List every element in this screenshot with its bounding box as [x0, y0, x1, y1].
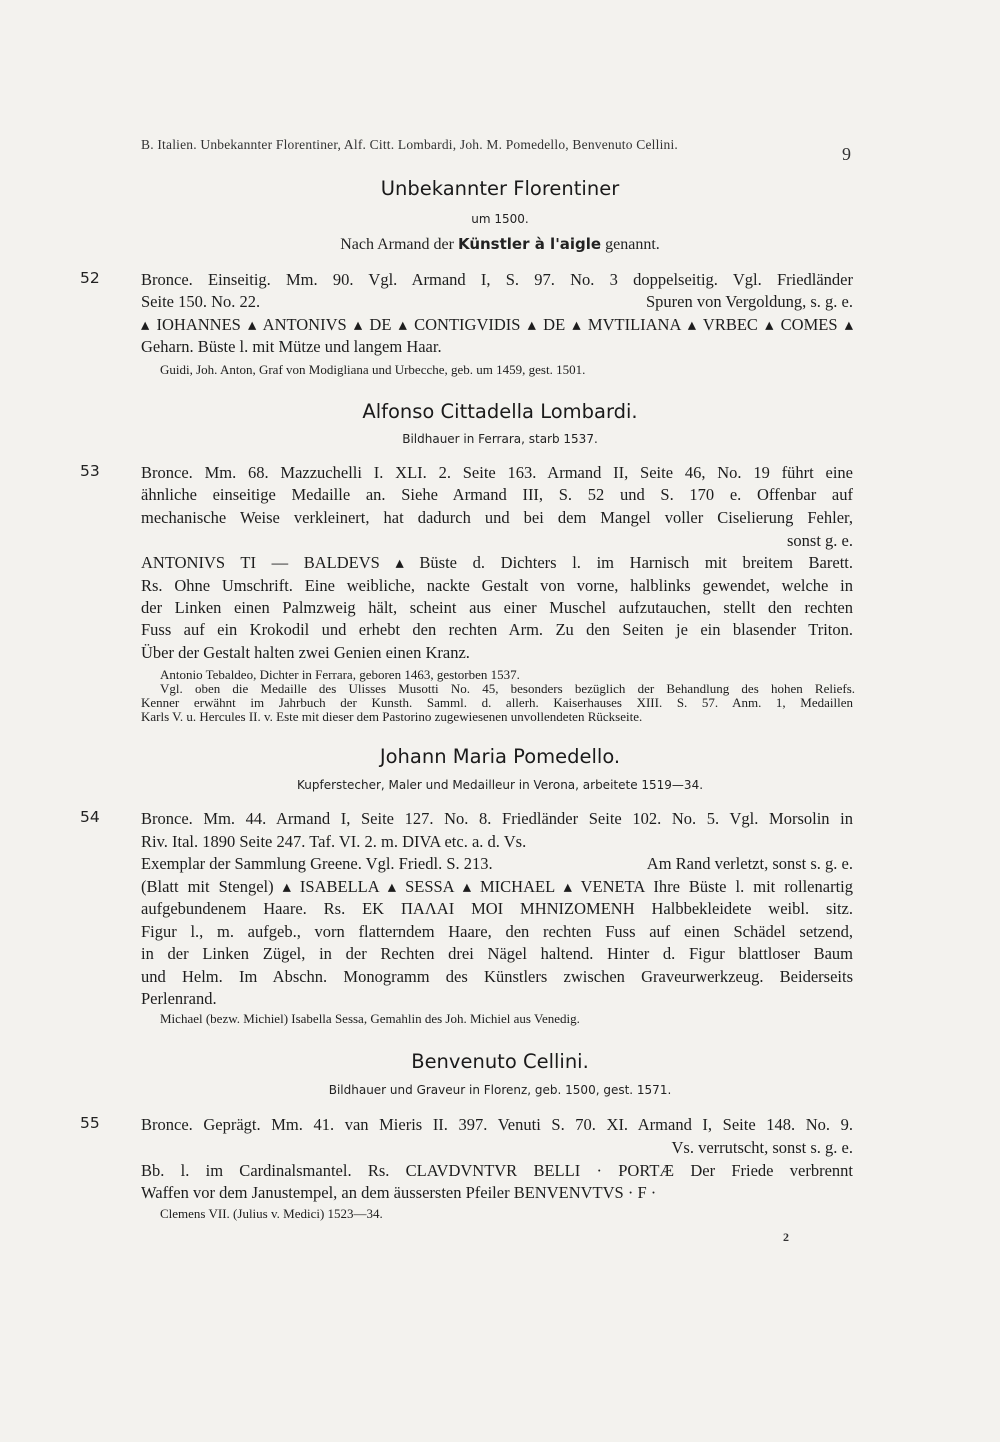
running-head: B. Italien. Unbekannter Florentiner, Alf. Citt. Lombardi, Joh. M. Pomedello, Benvenuto Cellini. [141, 137, 679, 152]
entry-number: 54 [80, 808, 100, 826]
text-line: Riv. Ital. 1890 Seite 247. Taf. VI. 2. m. DIVA etc. a. d. Vs. [141, 832, 527, 851]
section-title: Benvenuto Cellini. [411, 1050, 589, 1073]
section-title: Unbekannter Florentiner [380, 177, 620, 200]
text-line: Bronce. Mm. 44. Armand I, Seite 127. No. 8. Friedländer Seite 102. No. 5. Vgl. Morsolin in [141, 809, 853, 828]
text-line: Bronce. Mm. 68. Mazzuchelli I. XLI. 2. Seite 163. Armand II, Seite 46, No. 19 führt eine [141, 463, 853, 482]
text-line: aufgebundenem Haare. Rs. ΕΚ ΠΑΛΑΙ ΜΟΙ ΜΗΝΙΖΟΜΕΝΗ Halbbekleidete weibl. sitz. [141, 899, 853, 918]
section-note: Nach Armand der Künstler à l'aigle genannt. [340, 235, 660, 253]
text-line: Perlenrand. [141, 989, 217, 1008]
legend-line: ▴ IOHANNES ▴ ANTONIVS ▴ DE ▴ CONTIGVIDIS ▴ DE ▴ MVTILIANA ▴ VRBEC ▴ COMES ▴ [141, 315, 853, 334]
text-line: mechanische Weise verkleinert, hat dadurch und bei dem Mangel voller Ciselierung Fehler, [141, 508, 853, 527]
page-number: 9 [842, 144, 851, 164]
text-line: und Helm. Im Abschn. Monogramm des Künstlers zwischen Graveurwerkzeug. Beiderseits [141, 967, 853, 986]
footnote-line: Vgl. oben die Medaille des Ulisses Musotti No. 45, besonders bezüglich der Behandlung des hohen Reliefs. [160, 681, 855, 696]
section-title: Alfonso Cittadella Lombardi. [362, 400, 638, 423]
text-line: in der Linken Zügel, in der Rechten drei Nägel haltend. Hinter d. Figur blattloser Baum [141, 944, 853, 963]
section-title: Johann Maria Pomedello. [379, 745, 621, 768]
text-line: Bronce. Geprägt. Mm. 41. van Mieris II. 397. Venuti S. 70. XI. Armand I, Seite 148. No. 9. [141, 1115, 853, 1134]
footnote-line: Guidi, Joh. Anton, Graf von Modigliana und Urbecche, geb. um 1459, gest. 1501. [160, 362, 586, 377]
entry-number: 52 [80, 269, 100, 287]
section-subtitle: Bildhauer und Graveur in Florenz, geb. 1500, gest. 1571. [328, 1083, 672, 1097]
section-subtitle: Kupferstecher, Maler und Medailleur in Verona, arbeitete 1519—34. [296, 778, 704, 792]
text-line: Über der Gestalt halten zwei Genien einen Kranz. [141, 643, 470, 662]
text-line: Bronce. Einseitig. Mm. 90. Vgl. Armand I, S. 97. No. 3 doppelseitig. Vgl. Friedländer [141, 270, 853, 289]
text-line: der Linken einen Palmzweig hält, scheint aus einer Muschel aufzutauchen, stellt den rechten [141, 598, 853, 617]
text-line: sonst g. e. [787, 531, 853, 550]
text-line: Bb. l. im Cardinalsmantel. Rs. CLAVDVNTVR BELLI · PORTÆ Der Friede verbrennt [141, 1161, 853, 1180]
text-line: Seite 150. No. 22. Spuren von Vergoldung, s. g. e. [141, 292, 853, 311]
text-line: Exemplar der Sammlung Greene. Vgl. Friedl. S. 213. Am Rand verletzt, sonst s. g. e. [141, 854, 853, 873]
text-line: (Blatt mit Stengel) ▴ ISABELLA ▴ SESSA ▴ MICHAEL ▴ VENETA Ihre Büste l. mit rollenartig [141, 877, 853, 896]
text-line: Fuss auf ein Krokodil und erhebt den rechten Arm. Zu den Seiten je ein blasender Triton. [141, 620, 853, 639]
section-subtitle: um 1500. [471, 212, 529, 226]
footnote-line: Antonio Tebaldeo, Dichter in Ferrara, geboren 1463, gestorben 1537. [160, 667, 520, 682]
text-line: Figur l., m. aufgeb., vorn flatterndem Haare, den rechten Fuss auf einen Schädel setzend, [141, 922, 853, 941]
footnote-line: Michael (bezw. Michiel) Isabella Sessa, Gemahlin des Joh. Michiel aus Venedig. [160, 1011, 580, 1026]
footnote-line: Kenner erwähnt im Jahrbuch der Kunsth. Samml. d. allerh. Kaiserhauses XIII. S. 57. Anm. 1, Medaillen [141, 695, 853, 710]
signature-mark: 2 [783, 1230, 789, 1244]
text-line: ANTONIVS TI — BALDEVS ▴ Büste d. Dichters l. im Harnisch mit breitem Barett. [141, 553, 853, 572]
footnote-line: Karls V. u. Hercules II. v. Este mit dieser dem Pastorino zugewiesenen unvollendeten Rückseite. [141, 709, 643, 724]
text-line: Rs. Ohne Umschrift. Eine weibliche, nackte Gestalt von vorne, halblinks gewendet, welche in [141, 576, 853, 595]
text-line: Geharn. Büste l. mit Mütze und langem Haar. [141, 337, 442, 356]
text-line: Waffen vor dem Janustempel, an dem äussersten Pfeiler BENVENVTVS · F · [141, 1183, 657, 1202]
entry-number: 55 [80, 1114, 100, 1132]
section-subtitle: Bildhauer in Ferrara, starb 1537. [402, 432, 598, 446]
entry-number: 53 [80, 462, 100, 480]
text-line: ähnliche einseitige Medaille an. Siehe Armand III, S. 52 und S. 170 e. Offenbar auf [141, 485, 853, 504]
footnote-line: Clemens VII. (Julius v. Medici) 1523—34. [160, 1206, 383, 1221]
text-line: Vs. verrutscht, sonst s. g. e. [671, 1138, 853, 1157]
